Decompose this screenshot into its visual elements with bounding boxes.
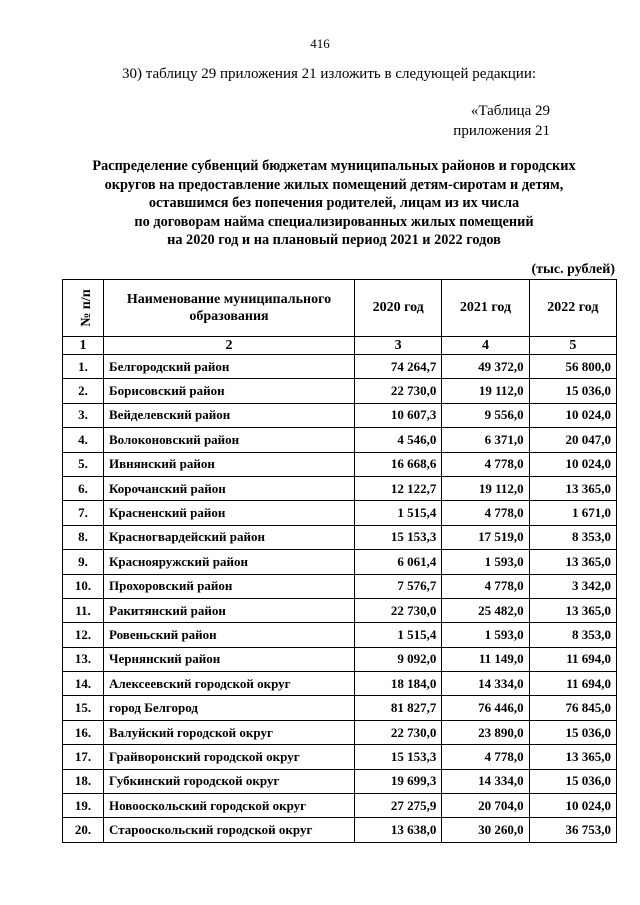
row-value-2021: 23 890,0 <box>442 720 529 744</box>
row-value-2021: 25 482,0 <box>442 598 529 622</box>
table-row <box>63 794 617 818</box>
table-row <box>63 745 617 769</box>
table-row <box>63 476 617 500</box>
column-index: 3 <box>355 337 442 355</box>
row-number: 4. <box>63 428 104 452</box>
row-value-2022: 20 047,0 <box>529 428 616 452</box>
row-value-2022: 8 353,0 <box>529 623 616 647</box>
table-row <box>63 672 617 696</box>
table-row <box>63 501 617 525</box>
table-reference <box>453 101 550 141</box>
row-value-2021: 1 593,0 <box>442 550 529 574</box>
row-value-2020: 27 275,9 <box>355 794 442 818</box>
table-reference-line: «Таблица 29 <box>470 103 550 119</box>
header-2022: 2022 год <box>529 280 616 337</box>
row-value-2021: 9 556,0 <box>442 403 529 427</box>
row-name: Ровеньский район <box>104 623 355 647</box>
row-value-2022: 10 024,0 <box>529 403 616 427</box>
row-name: Краснояружский район <box>104 550 355 574</box>
row-value-2020: 74 264,7 <box>355 355 442 379</box>
table-header-row <box>63 280 617 337</box>
header-name <box>104 280 355 337</box>
row-value-2022: 10 024,0 <box>529 452 616 476</box>
row-value-2021: 1 593,0 <box>442 623 529 647</box>
row-value-2022: 13 365,0 <box>529 550 616 574</box>
row-number: 15. <box>63 696 104 720</box>
row-name: Борисовский район <box>104 379 355 403</box>
row-number: 19. <box>63 794 104 818</box>
column-index: 4 <box>442 337 529 355</box>
row-name: Красненский район <box>104 501 355 525</box>
table-row <box>63 696 617 720</box>
document-title <box>70 157 598 250</box>
row-number: 16. <box>63 720 104 744</box>
table-row <box>63 550 617 574</box>
row-value-2021: 4 778,0 <box>442 574 529 598</box>
row-number: 14. <box>63 672 104 696</box>
row-value-2020: 10 607,3 <box>355 403 442 427</box>
row-value-2022: 11 694,0 <box>529 672 616 696</box>
row-value-2020: 81 827,7 <box>355 696 442 720</box>
row-number: 20. <box>63 818 104 842</box>
title-line: по договорам найма специализированных жилых помещений <box>134 213 534 230</box>
row-value-2020: 19 699,3 <box>355 769 442 793</box>
table-row <box>63 428 617 452</box>
row-number: 9. <box>63 550 104 574</box>
table-row <box>63 525 617 549</box>
row-value-2020: 1 515,4 <box>355 501 442 525</box>
column-index-row <box>63 337 617 355</box>
row-value-2022: 36 753,0 <box>529 818 616 842</box>
row-value-2022: 13 365,0 <box>529 745 616 769</box>
title-line: Распределение субвенций бюджетам муниципальных районов и городских <box>92 158 576 174</box>
row-value-2020: 12 122,7 <box>355 476 442 500</box>
row-name: город Белгород <box>104 696 355 720</box>
row-value-2021: 4 778,0 <box>442 501 529 525</box>
row-name: Валуйский городской округ <box>104 720 355 744</box>
row-value-2021: 17 519,0 <box>442 525 529 549</box>
header-name-line: образования <box>189 309 269 324</box>
row-value-2020: 22 730,0 <box>355 598 442 622</box>
table-row <box>63 403 617 427</box>
row-value-2021: 4 778,0 <box>442 745 529 769</box>
row-value-2022: 56 800,0 <box>529 355 616 379</box>
row-number: 2. <box>63 379 104 403</box>
row-name: Ракитянский район <box>104 598 355 622</box>
row-number: 13. <box>63 647 104 671</box>
row-value-2020: 1 515,4 <box>355 623 442 647</box>
header-number-label: № п/п <box>78 289 94 327</box>
column-index: 5 <box>529 337 616 355</box>
table-row <box>63 379 617 403</box>
table-row <box>63 769 617 793</box>
row-value-2021: 14 334,0 <box>442 769 529 793</box>
row-value-2020: 7 576,7 <box>355 574 442 598</box>
row-value-2021: 76 446,0 <box>442 696 529 720</box>
row-value-2021: 14 334,0 <box>442 672 529 696</box>
row-value-2022: 3 342,0 <box>529 574 616 598</box>
row-value-2021: 6 371,0 <box>442 428 529 452</box>
row-value-2021: 30 260,0 <box>442 818 529 842</box>
row-value-2022: 11 694,0 <box>529 647 616 671</box>
row-value-2022: 10 024,0 <box>529 794 616 818</box>
row-value-2020: 13 638,0 <box>355 818 442 842</box>
subsidy-table <box>62 279 617 843</box>
row-value-2020: 6 061,4 <box>355 550 442 574</box>
row-number: 1. <box>63 355 104 379</box>
table-row <box>63 647 617 671</box>
row-number: 6. <box>63 476 104 500</box>
row-value-2020: 15 153,3 <box>355 745 442 769</box>
column-index: 2 <box>104 337 355 355</box>
row-name: Чернянский район <box>104 647 355 671</box>
row-value-2022: 15 036,0 <box>529 379 616 403</box>
row-name: Грайворонский городской округ <box>104 745 355 769</box>
page-number: 416 <box>310 36 330 51</box>
intro-text: 30) таблицу 29 приложения 21 изложить в следующей редакции: <box>122 66 537 82</box>
row-number: 8. <box>63 525 104 549</box>
units-label: (тыс. рублей) <box>531 262 615 277</box>
row-name: Алексеевский городской округ <box>104 672 355 696</box>
row-name: Красногвардейский район <box>104 525 355 549</box>
row-value-2022: 15 036,0 <box>529 720 616 744</box>
row-number: 12. <box>63 623 104 647</box>
row-value-2022: 13 365,0 <box>529 598 616 622</box>
table-row <box>63 623 617 647</box>
row-name: Ивнянский район <box>104 452 355 476</box>
row-value-2020: 9 092,0 <box>355 647 442 671</box>
row-number: 3. <box>63 403 104 427</box>
row-number: 10. <box>63 574 104 598</box>
column-index: 1 <box>63 337 104 355</box>
header-2020: 2020 год <box>355 280 442 337</box>
title-line: на 2020 год и на плановый период 2021 и 2022 годов <box>167 232 501 248</box>
row-value-2021: 19 112,0 <box>442 476 529 500</box>
row-name: Новооскольский городской округ <box>104 794 355 818</box>
header-number <box>63 280 104 337</box>
table-row <box>63 574 617 598</box>
row-value-2020: 18 184,0 <box>355 672 442 696</box>
row-value-2022: 1 671,0 <box>529 501 616 525</box>
row-value-2020: 22 730,0 <box>355 379 442 403</box>
row-value-2021: 19 112,0 <box>442 379 529 403</box>
row-number: 18. <box>63 769 104 793</box>
row-value-2022: 15 036,0 <box>529 769 616 793</box>
row-value-2020: 22 730,0 <box>355 720 442 744</box>
row-value-2021: 4 778,0 <box>442 452 529 476</box>
row-number: 17. <box>63 745 104 769</box>
row-number: 11. <box>63 598 104 622</box>
row-number: 7. <box>63 501 104 525</box>
row-value-2022: 76 845,0 <box>529 696 616 720</box>
row-number: 5. <box>63 452 104 476</box>
row-value-2021: 11 149,0 <box>442 647 529 671</box>
table-row <box>63 355 617 379</box>
row-name: Вейделевский район <box>104 403 355 427</box>
row-name: Губкинский городской округ <box>104 769 355 793</box>
table-row <box>63 452 617 476</box>
row-value-2020: 15 153,3 <box>355 525 442 549</box>
row-name: Прохоровский район <box>104 574 355 598</box>
title-line: округов на предоставление жилых помещений детям-сиротам и детям, <box>104 176 564 193</box>
header-2021: 2021 год <box>442 280 529 337</box>
table-row <box>63 818 617 842</box>
row-name: Волоконовский район <box>104 428 355 452</box>
table-row <box>63 598 617 622</box>
title-line: оставшимся без попечения родителей, лицам из их числа <box>148 195 520 211</box>
row-value-2021: 49 372,0 <box>442 355 529 379</box>
table-reference-line: приложения 21 <box>453 123 550 139</box>
row-value-2020: 16 668,6 <box>355 452 442 476</box>
row-value-2022: 8 353,0 <box>529 525 616 549</box>
row-name: Старооскольский городской округ <box>104 818 355 842</box>
header-name-line: Наименование муниципального <box>126 292 332 307</box>
row-value-2021: 20 704,0 <box>442 794 529 818</box>
row-name: Корочанский район <box>104 476 355 500</box>
row-value-2022: 13 365,0 <box>529 476 616 500</box>
row-name: Белгородский район <box>104 355 355 379</box>
row-value-2020: 4 546,0 <box>355 428 442 452</box>
table-row <box>63 720 617 744</box>
